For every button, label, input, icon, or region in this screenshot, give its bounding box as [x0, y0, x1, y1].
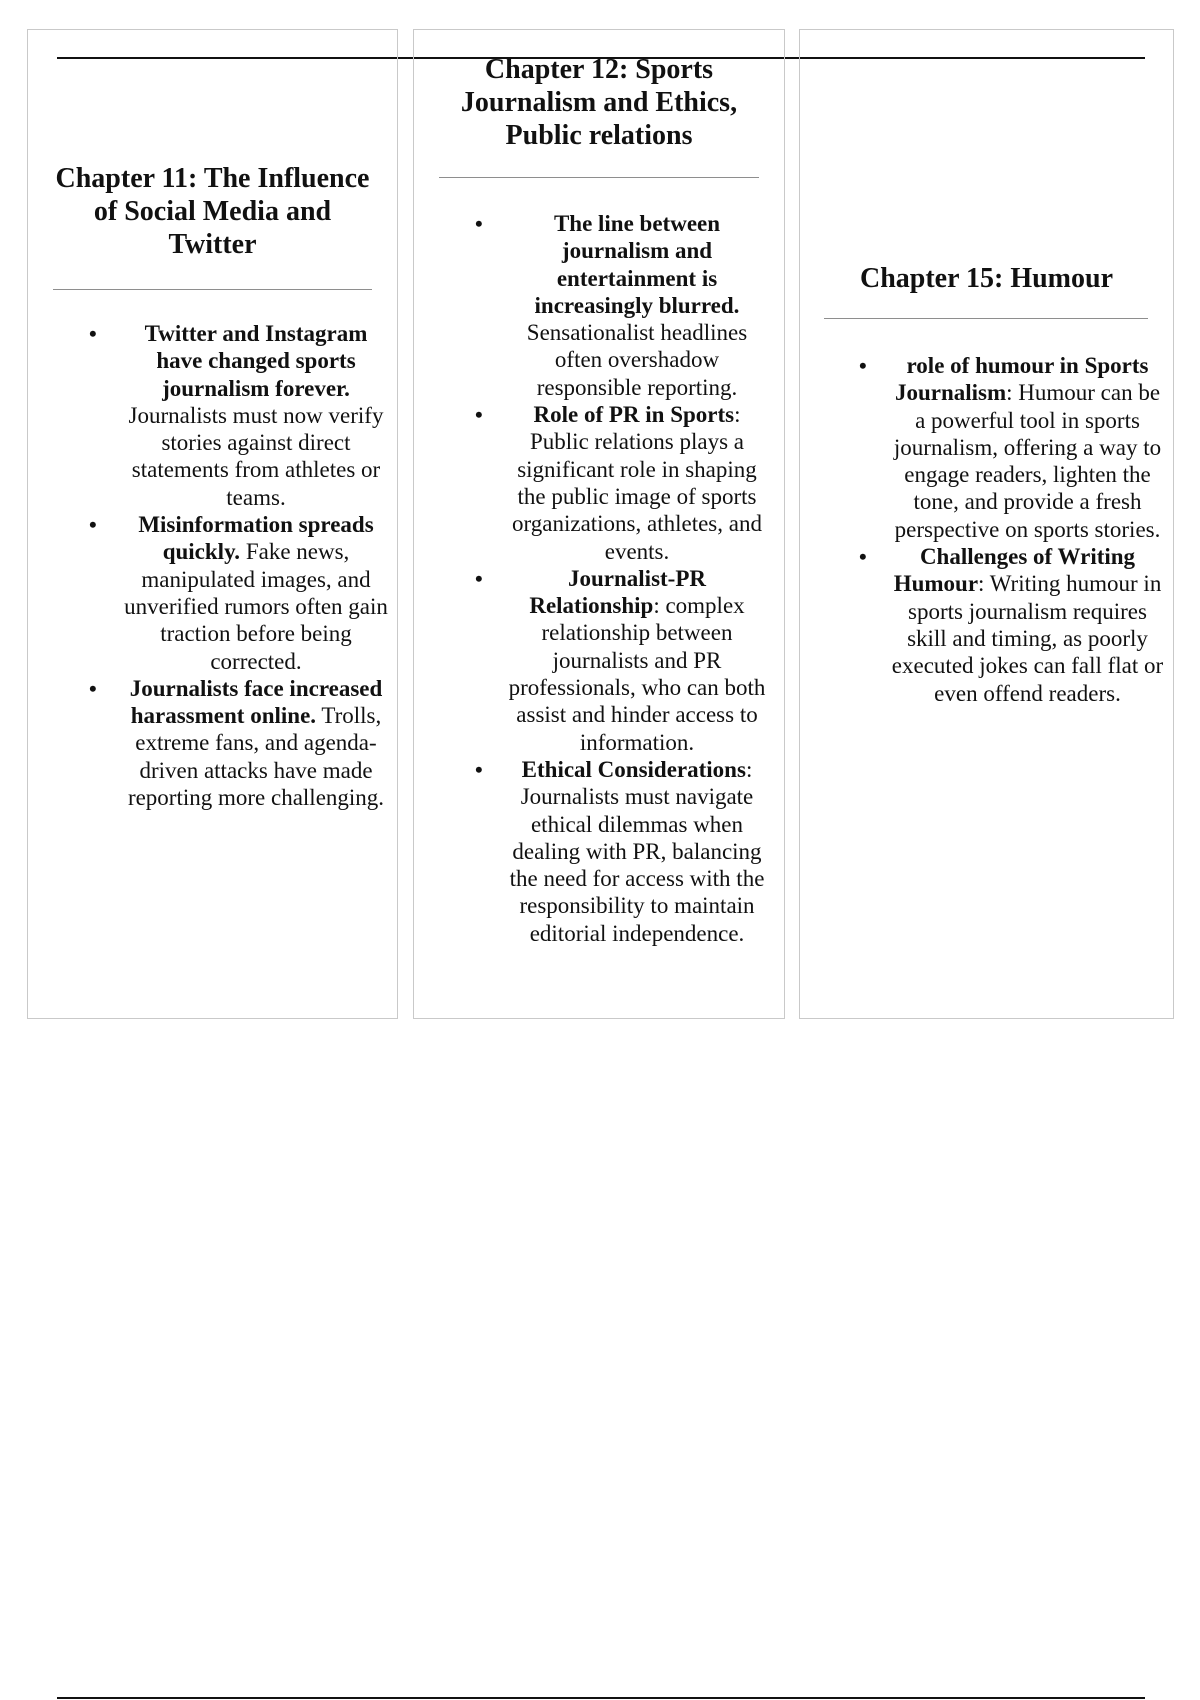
item-lead: Role of PR in Sports: [533, 402, 735, 428]
list-item: [469, 756, 769, 947]
item-text: : Humour can be a powerful tool in sports journalism, offering a way to engage readers, lighten the tone, and provide a fresh perspective on sports stories.: [893, 380, 1162, 542]
bullet-list: [83, 320, 393, 811]
bullet-icon: •: [475, 756, 483, 782]
list-item: [469, 210, 769, 401]
list-item: [853, 543, 1166, 707]
item-text: : Writing humour in sports journalism requires skill and timing, as poorly executed jokes can fall flat or even offend readers.: [891, 571, 1164, 706]
chapter-title: Chapter 11: The Influence of Social Media and Twitter: [55, 163, 370, 260]
item-text: Fake news, manipulated images, and unverified rumors often gain traction before being corrected.: [124, 539, 388, 674]
list-item: [469, 565, 769, 756]
chapter-title: Chapter 15: Humour: [859, 263, 1114, 294]
item-lead: Ethical Considerations: [521, 756, 746, 782]
chapter-11-panel: [27, 29, 398, 1019]
bullet-icon: •: [475, 211, 483, 236]
bullet-icon: •: [89, 512, 97, 538]
item-lead: Journalist-PR Relationship: [529, 565, 706, 619]
bullet-list: [853, 352, 1166, 707]
item-lead: Twitter and Instagram have changed sports journalism forever.: [144, 321, 368, 401]
header-divider: [439, 177, 759, 178]
bullet-icon: •: [89, 321, 97, 346]
item-lead: Misinformation spreads quickly.: [138, 512, 374, 565]
panel-header: [414, 53, 784, 178]
page-bottom-rule: [57, 1697, 1145, 1699]
bullet-icon: •: [89, 675, 97, 701]
item-text: Journalists must now verify stories against direct statements from athletes or teams.: [128, 402, 384, 510]
item-lead: Journalists face increased harassment online.: [129, 675, 383, 729]
chapter-15-panel: [799, 29, 1174, 1019]
item-text: : Public relations plays a significant role in shaping the public image of sports organizations, athletes, and events.: [512, 402, 762, 564]
chapter-title: Chapter 12: Sports Journalism and Ethics, Public relations: [460, 54, 738, 151]
item-lead: role of humour in Sports Journalism: [894, 353, 1149, 406]
list-item: [853, 352, 1166, 543]
bullet-icon: •: [859, 544, 867, 570]
item-lead: The line between journalism and entertainment is increasingly blurred.: [534, 211, 740, 318]
panel-header: [800, 262, 1173, 319]
panel-header: [28, 162, 397, 290]
item-text: Trolls, extreme fans, and agenda-driven attacks have made reporting more challenging.: [127, 703, 385, 811]
item-text: : Journalists must navigate ethical dilemmas when dealing with PR, balancing the need for access with the responsibility to maintain editorial independence.: [509, 756, 765, 946]
list-item: [83, 675, 393, 811]
bullet-list: [469, 210, 769, 947]
list-item: [469, 401, 769, 565]
item-lead: Challenges of Writing Humour: [893, 544, 1136, 597]
list-item: [83, 320, 393, 511]
bullet-icon: •: [859, 353, 867, 378]
header-divider: [53, 289, 372, 290]
bullet-icon: •: [475, 402, 483, 428]
list-item: [83, 511, 393, 675]
chapter-12-panel: [413, 29, 785, 1019]
item-text: : complex relationship between journalists and PR professionals, who can both assist and hinder access to information.: [508, 593, 766, 755]
item-text: Sensationalist headlines often overshadow responsible reporting.: [526, 320, 748, 400]
header-divider: [824, 318, 1148, 319]
bullet-icon: •: [475, 565, 483, 591]
